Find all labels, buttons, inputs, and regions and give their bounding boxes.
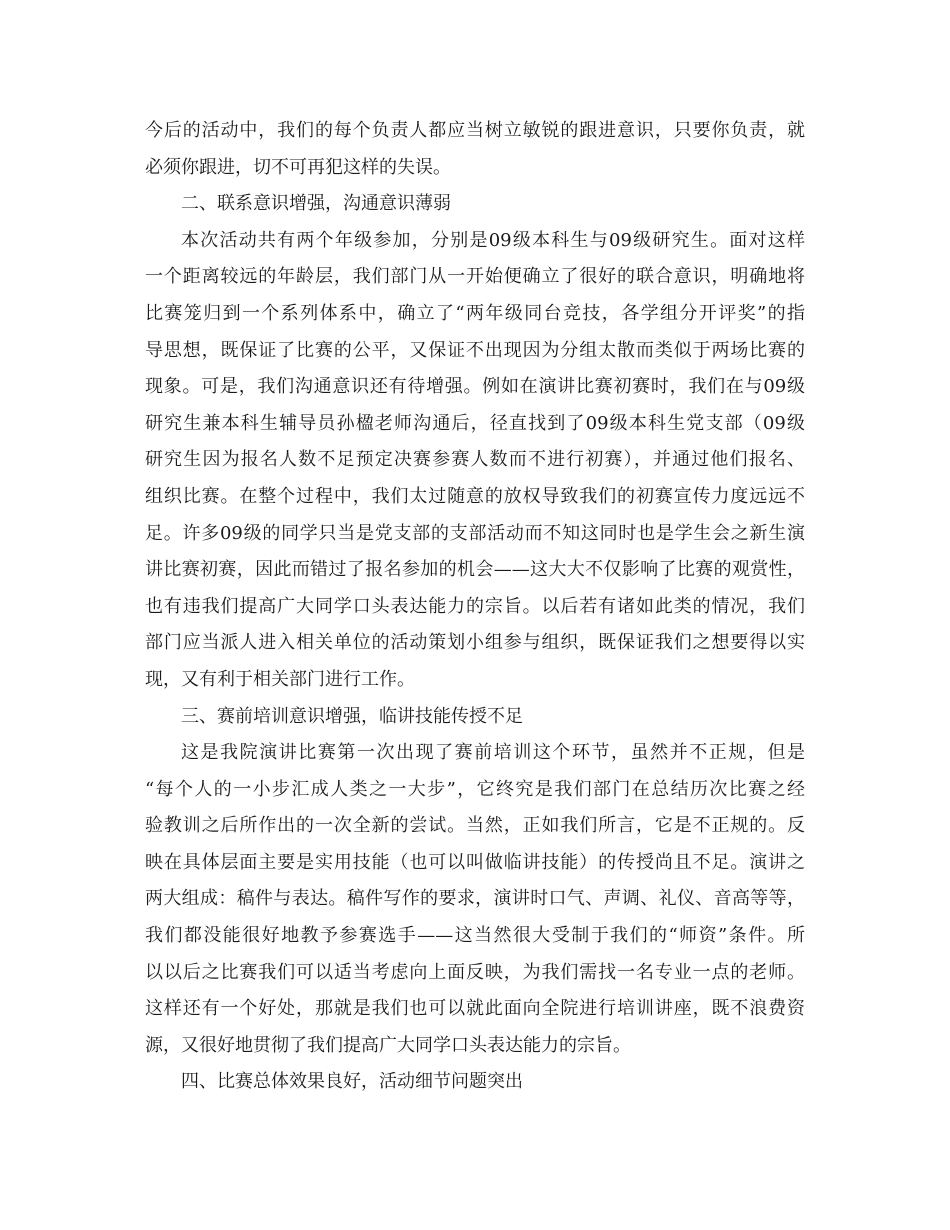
paragraph-line: 这样还有一个好处，那就是我们也可以就此面向全院进行培训讲座，既不浪费资 <box>145 998 805 1020</box>
paragraph-line: 本次活动共有两个年级参加，分别是09级本科生与09级研究生。面对这样 <box>181 229 805 251</box>
paragraph-line: 组织比赛。在整个过程中，我们太过随意的放权导致我们的初赛宣传力度远远不 <box>145 485 805 507</box>
section-heading: 四、比赛总体效果良好，活动细节问题突出 <box>181 1071 523 1093</box>
paragraph-line: 今后的活动中，我们的每个负责人都应当树立敏锐的跟进意识，只要你负责，就 <box>145 120 805 141</box>
paragraph-line: 映在具体层面主要是实用技能（也可以叫做临讲技能）的传授尚且不足。演讲之 <box>145 851 805 873</box>
paragraph-line: 两大组成：稿件与表达。稿件写作的要求，演讲时口气、声调、礼仪、音高等等， <box>145 888 805 910</box>
paragraph-line: 这是我院演讲比赛第一次出现了赛前培训这个环节，虽然并不正规，但是 <box>181 742 805 764</box>
paragraph-line: 研究生兼本科生辅导员孙楹老师沟通后，径直找到了09级本科生党支部（09级 <box>145 412 805 434</box>
paragraph-line: 研究生因为报名人数不足预定决赛参赛人数而不进行初赛），并通过他们报名、 <box>145 449 805 471</box>
section-heading: 三、赛前培训意识增强，临讲技能传授不足 <box>181 705 523 727</box>
paragraph-line: 源，又很好地贯彻了我们提高广大同学口头表达能力的宗旨。 <box>145 1034 631 1056</box>
section-heading: 二、联系意识增强，沟通意识薄弱 <box>181 193 451 215</box>
document-body <box>145 113 805 1101</box>
paragraph-line: 导思想，既保证了比赛的公平，又保证不出现因为分组太散而类似于两场比赛的 <box>145 339 805 361</box>
paragraph-line: 比赛笼归到一个系列体系中，确立了“两年级同台竞技，各学组分开评奖”的指 <box>145 302 805 324</box>
paragraph-line: 一个距离较远的年龄层，我们部门从一开始便确立了很好的联合意识，明确地将 <box>145 266 805 288</box>
paragraph-line: 验教训之后所作出的一次全新的尝试。当然，正如我们所言，它是不正规的。反 <box>145 815 805 837</box>
paragraph-line: 讲比赛初赛，因此而错过了报名参加的机会——这大大不仅影响了比赛的观赏性， <box>145 559 805 581</box>
paragraph-line: 必须你跟进，切不可再犯这样的失误。 <box>145 156 451 178</box>
paragraph-line: “每个人的一小步汇成人类之一大步”，它终究是我们部门在总结历次比赛之经 <box>145 778 805 800</box>
paragraph-line: 现，又有利于相关部门进行工作。 <box>145 668 415 690</box>
paragraph-line: 我们都没能很好地教予参赛选手——这当然很大受制于我们的“师资”条件。所 <box>145 925 805 947</box>
paragraph-line: 部门应当派人进入相关单位的活动策划小组参与组织，既保证我们之想要得以实 <box>145 632 805 654</box>
paragraph-line: 足。许多09级的同学只当是党支部的支部活动而不知这同时也是学生会之新生演 <box>145 522 805 544</box>
paragraph-line: 也有违我们提高广大同学口头表达能力的宗旨。以后若有诸如此类的情况，我们 <box>145 595 805 617</box>
paragraph-line: 以以后之比赛我们可以适当考虑向上面反映，为我们需找一名专业一点的老师。 <box>145 961 805 983</box>
paragraph-line: 现象。可是，我们沟通意识还有待增强。例如在演讲比赛初赛时，我们在与09级 <box>145 376 805 398</box>
